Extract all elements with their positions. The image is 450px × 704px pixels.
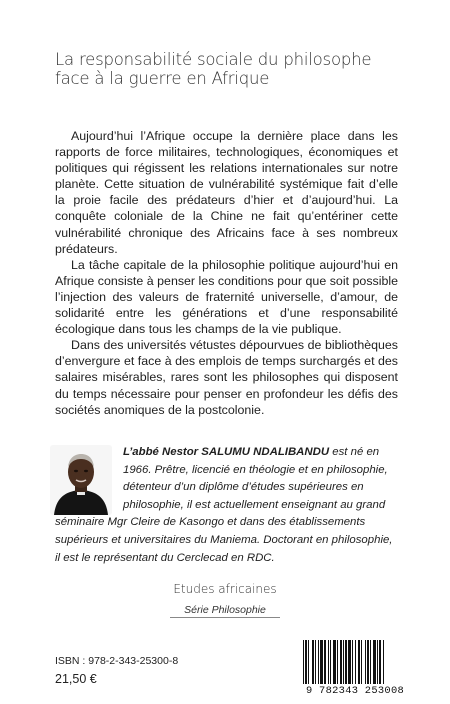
paragraph-1: Aujourd’hui l’Afrique occupe la dernière place dans les rapports de force militaires, technologiques, économiques et politiques qui régissent les relations internationales sur notre planète. Cette situation de vulnérabilité systémique fait d’elle la proie facile des prédateurs d’hier et d’aujourd’hui. La conquête coloniale de la Chine ne fait qu’entériner cette vulnérabilité chronique des Africains face à ses nombreux prédateurs. <box>55 129 398 256</box>
author-bio-text: est né en 1966. Prêtre, licencié en théologie et en philosophie, détenteur d’un diplôme d’études supérieures en philosophie, il est actuellement enseignant au grand séminaire Mgr Cleire de Kasongo et dans des établissements supérieurs et universitaires du Maniema. Doctorant en philosophie, il est le représentant du Cerclecad en RDC. <box>55 446 393 564</box>
title-line-1: La responsabilité sociale du philosophe <box>55 50 372 69</box>
barcode-digits: 9 782343 253008 <box>305 685 405 697</box>
back-cover-text <box>55 128 398 418</box>
series-name: Série Philosophie <box>184 604 266 616</box>
series-underline <box>170 617 280 618</box>
price: 21,50 € <box>55 672 97 686</box>
paragraph-3: Dans des universités vétustes dépourvues de bibliothèques d’envergure et face à des emplois de temps surchargés et des salaires misérables, rares sont les philosophes qui disposent du temps nécessaire pour penser en profondeur les défis des sociétés anomiques de la postcolonie. <box>55 338 398 417</box>
author-name: L’abbé Nestor SALUMU NDALIBANDU <box>123 446 330 458</box>
isbn: ISBN : 978-2-343-25300-8 <box>55 655 179 667</box>
book-title <box>55 50 415 88</box>
barcode <box>297 640 413 696</box>
paragraph-2: La tâche capitale de la philosophie politique aujourd’hui en Afrique consiste à penser les conditions pour que soit possible l’injection des valeurs de fraternité universelle, d’amour, de solidarité entre les générations et d’une responsabilité écologique dans tous les champs de la vie publique. <box>55 257 398 337</box>
title-line-2: face à la guerre en Afrique <box>55 69 270 88</box>
barcode-bars-icon <box>303 640 407 684</box>
author-bio <box>55 444 400 567</box>
collection-name: Etudes africaines <box>173 582 277 596</box>
